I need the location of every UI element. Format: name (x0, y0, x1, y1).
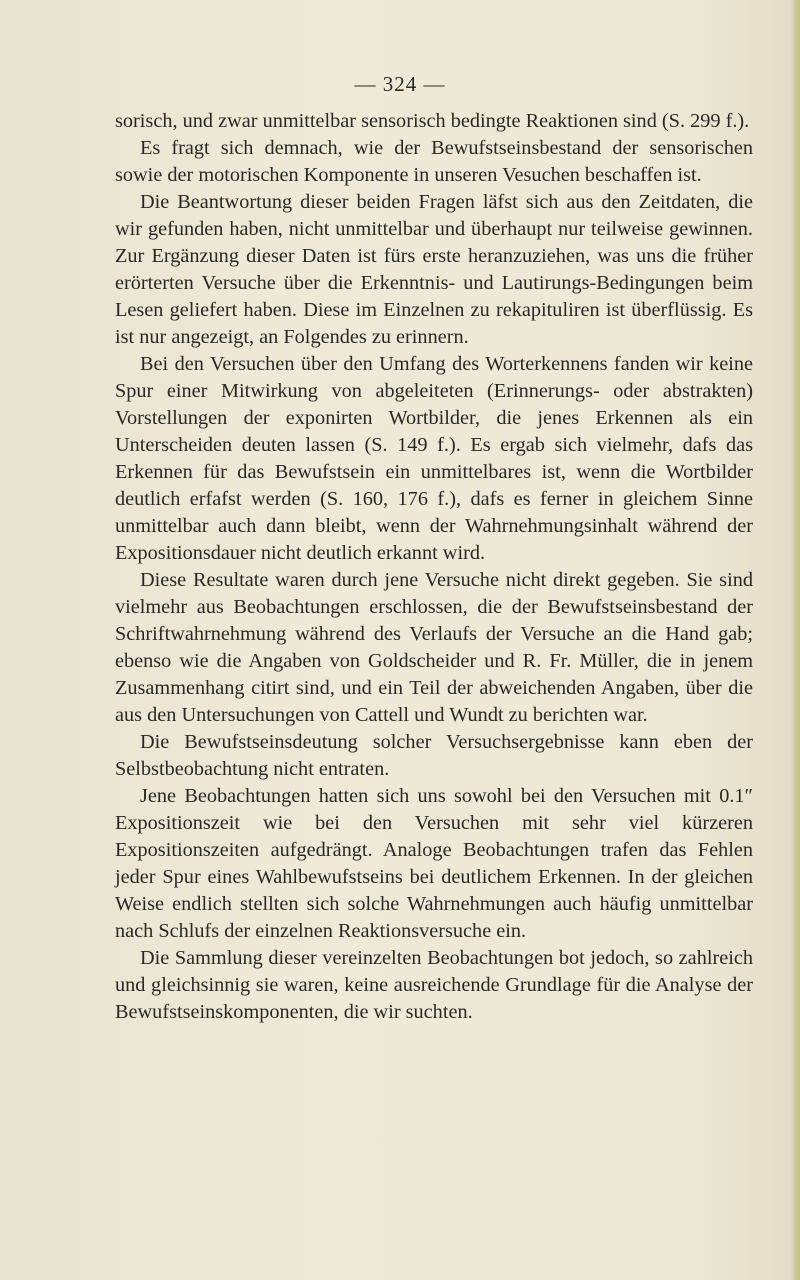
paragraph-3: Die Beantwortung dieser beiden Fragen läfst sich aus den Zeitdaten, die wir gefunden haben, nicht unmittelbar und überhaupt nur teilweise gewinnen. Zur Ergänzung dieser Daten ist fürs erste heranzuziehen, was uns die früher erörterten Versuche über die Erkenntnis- und Lautirungs-Bedingungen beim Lesen geliefert haben. Diese im Einzelnen zu rekapituliren ist überflüssig. Es ist nur angezeigt, an Folgendes zu erinnern. (115, 191, 753, 348)
paragraph-8: Die Sammlung dieser vereinzelten Beobachtungen bot jedoch, so zahlreich und gleichsinnig sie waren, keine ausreichende Grundlage für die Analyse der Bewufstseinskomponenten, die wir suchten. (115, 947, 753, 1023)
paragraph-5: Diese Resultate waren durch jene Versuche nicht direkt gegeben. Sie sind vielmehr aus Beobachtungen erschlossen, die der Bewufstseinsbestand der Schriftwahrnehmung während des Verlaufs der Versuche an die Hand gab; ebenso wie die Angaben von Goldscheider und R. Fr. Müller, die in jenem Zusammenhang citirt sind, und ein Teil der abweichenden Angaben, über die aus den Untersuchungen von Cattell und Wundt zu berichten war. (115, 569, 753, 726)
paragraph-2: Es fragt sich demnach, wie der Bewufstseinsbestand der sensorischen sowie der motorischen Komponente in unseren Vesuchen beschaffen ist. (115, 137, 753, 186)
paragraph-7: Jene Beobachtungen hatten sich uns sowohl bei den Versuchen mit 0.1″ Expositionszeit wie bei den Versuchen mit sehr viel kürzeren Expositionszeiten aufgedrängt. Analoge Beobachtungen trafen das Fehlen jeder Spur eines Wahlbewufstseins bei deutlichem Erkennen. In der gleichen Weise endlich stellten sich solche Wahrnehmungen auch häufig unmittelbar nach Schlufs der einzelnen Reaktionsversuche ein. (115, 785, 753, 942)
body-text (115, 108, 753, 1026)
paragraph-6: Die Bewufstseinsdeutung solcher Versuchsergebnisse kann eben der Selbstbeobachtung nicht entraten. (115, 731, 753, 780)
paragraph-4: Bei den Versuchen über den Umfang des Worterkennens fanden wir keine Spur einer Mitwirkung von abgeleiteten (Erinnerungs- oder abstrakten) Vorstellungen der exponirten Wortbilder, die jenes Erkennen als ein Unterscheiden deuten lassen (S. 149 f.). Es ergab sich vielmehr, dafs das Erkennen für das Bewufstsein ein unmittelbares ist, wenn die Wortbilder deutlich erfafst werden (S. 160, 176 f.), dafs es ferner in gleichem Sinne unmittelbar auch dann bleibt, wenn der Wahrnehmungsinhalt während der Expositionsdauer nicht deutlich erkannt wird. (115, 353, 753, 564)
page-edge-shadow (790, 0, 800, 1280)
page-number: — 324 — (354, 72, 446, 96)
paragraph-1: sorisch, und zwar unmittelbar sensorisch bedingte Reaktionen sind (S. 299 f.). (115, 110, 750, 132)
